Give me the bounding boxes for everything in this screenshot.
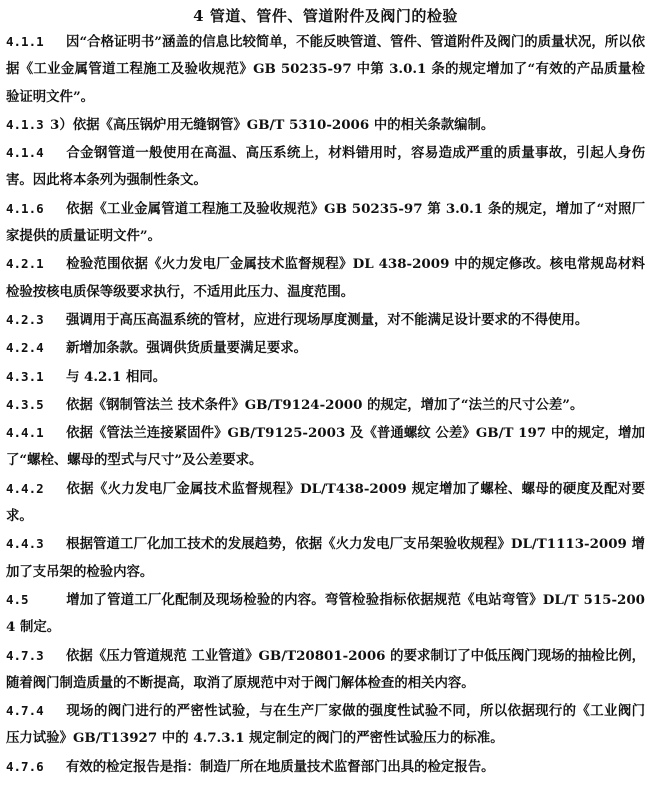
clause-number: 4.3.5 [6,396,44,412]
clause-4-1-1 [6,28,645,111]
clause-text: 依据《管法兰连接紧固件》GB/T9125-2003 及《普通螺纹 公差》GB/T 197 中的规定，增加了“螺栓、螺母的型式与尺寸”及公差要求。 [6,425,645,469]
clause-text: 依据《压力管道规范 工业管道》GB/T20801-2006 的要求制订了中低压阀门现场的抽检比例，随着阀门制造质量的不断提高，取消了原规范中对于阀门解体检查的相关内容。 [6,647,645,691]
clause-number: 4.4.1 [6,425,44,441]
section-title: 4 管道、管件、管道附件及阀门的检验 [193,7,458,25]
clause-4-4-1 [6,419,645,475]
clause-text: 3）依据《高压锅炉用无缝钢管》GB/T 5310-2006 中的相关条款编制。 [50,116,495,133]
clause-4-5 [6,586,645,642]
clause-text: 有效的检定报告是指：制造厂所在地质量技术监督部门出具的检定报告。 [66,758,495,775]
clause-text: 根据管道工厂化加工技术的发展趋势，依据《火力发电厂支吊架验收规程》DL/T1113-2009 增加了支吊架的检验内容。 [6,536,645,580]
clause-4-4-3 [6,530,645,586]
clause-number: 4.2.1 [6,256,44,272]
clause-number: 4.1.6 [6,200,44,216]
clause-4-7-6 [6,753,645,781]
clause-4-3-5 [6,391,645,419]
clause-text: 新增加条款。强调供货质量要满足要求。 [66,340,308,357]
clause-number: 4.4.2 [6,480,44,496]
clause-text: 依据《工业金属管道工程施工及验收规范》GB 50235-97 第 3.0.1 条的规定，增加了“对照厂家提供的质量证明文件”。 [6,200,645,245]
clause-number: 4.2.3 [6,311,44,327]
clause-4-2-1 [6,250,645,306]
clause-text: 与 4.2.1 相同。 [66,368,167,385]
clause-number: 4.7.4 [6,703,44,719]
clause-4-1-6 [6,195,645,251]
clause-text: 因“合格证明书”涵盖的信息比较简单，不能反映管道、管件、管道附件及阀门的质量状况，所以依据《工业金属管道工程施工及验收规范》GB 50235-97 中第 3.0.1 条的规定增加了“有效的产品质量检验证明文件”。 [6,34,645,105]
clause-number: 4.7.6 [6,758,44,774]
clause-number: 4.7.3 [6,647,44,663]
clause-4-7-4 [6,697,645,753]
clause-4-2-3 [6,306,645,334]
clause-4-4-2 [6,475,645,531]
clause-number: 4.3.1 [6,368,44,384]
clause-text: 合金钢管道一般使用在高温、高压系统上，材料错用时，容易造成严重的质量事故，引起人身伤害。因此将本条列为强制性条文。 [6,145,645,189]
clause-number: 4.1.4 [6,145,44,161]
clause-text: 强调用于高压高温系统的管材，应进行现场厚度测量，对不能满足设计要求的不得使用。 [66,311,589,328]
clause-number: 4.1.3 [6,116,44,132]
clause-text: 依据《钢制管法兰 技术条件》GB/T9124-2000 的规定，增加了“法兰的尺寸公差”。 [66,396,584,413]
clause-number: 4.4.3 [6,536,44,552]
clause-text: 现场的阀门进行的严密性试验，与在生产厂家做的强度性试验不同，所以依据现行的《工业阀门 压力试验》GB/T13927 中的 4.7.3.1 规定制定的阀门的严密性试验压力的标准。 [6,703,645,747]
clause-number: 4.1.1 [6,34,44,49]
clause-4-1-3 [6,111,645,139]
clause-text: 检验范围依据《火力发电厂金属技术监督规程》DL 438-2009 中的规定修改。核电常规岛材料检验按核电质保等级要求执行，不适用此压力、温度范围。 [6,256,645,300]
clause-text: 增加了管道工厂化配制及现场检验的内容。弯管检验指标依据规范《电站弯管》DL/T 515-2004 制定。 [6,591,645,636]
clause-text: 依据《火力发电厂金属技术监督规程》DL/T438-2009 规定增加了螺栓、螺母的硬度及配对要求。 [6,480,645,525]
clause-4-1-4 [6,139,645,195]
clause-4-7-3 [6,642,645,698]
clause-4-2-4 [6,334,645,362]
clause-number: 4.5 [6,591,29,607]
clause-number: 4.2.4 [6,340,44,356]
clause-4-3-1 [6,363,645,391]
